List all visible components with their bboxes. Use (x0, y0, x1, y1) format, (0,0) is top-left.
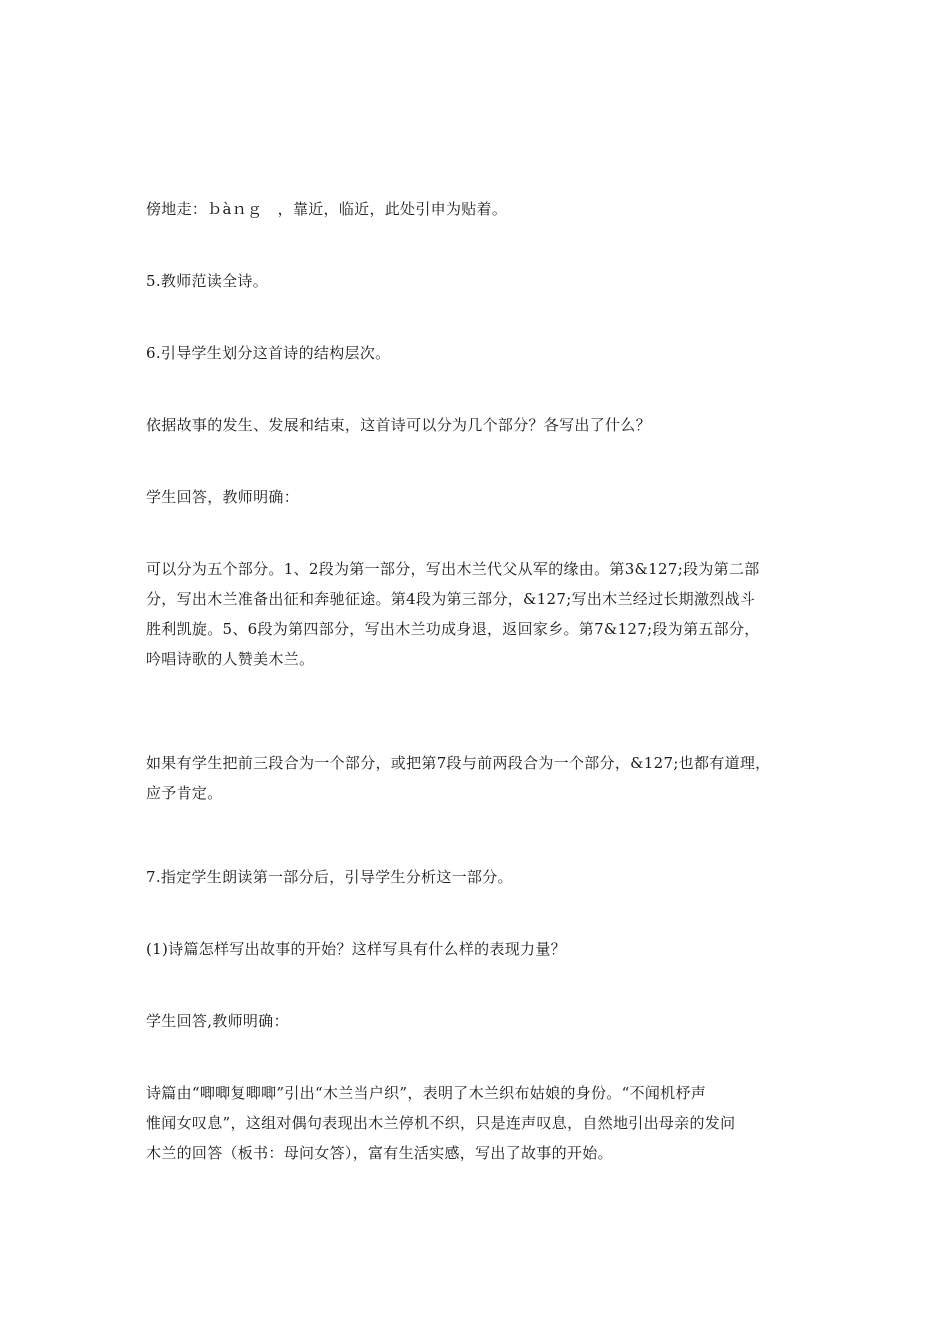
paragraph-step-6 (146, 338, 826, 368)
paragraph-line: 学生回答，教师明确： (146, 488, 300, 506)
paragraph-line: 吟唱诗歌的人赞美木兰。 (146, 650, 315, 668)
paragraph-question-structure (146, 410, 826, 440)
paragraph-step-5 (146, 266, 826, 296)
paragraph-line: 应予肯定。 (146, 784, 223, 802)
paragraph-line: 胜利凯旋。5、6段为第四部分，写出木兰功成身退，返回家乡。第7&127;段为第五部分， (146, 620, 760, 638)
paragraph-student-answer-2 (146, 1006, 826, 1036)
paragraph-question-1 (146, 934, 826, 964)
paragraph-analysis (146, 1078, 826, 1168)
paragraph-line: 5.教师范读全诗。 (146, 272, 269, 290)
paragraph-line: 诗篇由“唧唧复唧唧”引出“木兰当户织”，表明了木兰织布姑娘的身份。“不闻机杼声 (146, 1084, 707, 1102)
paragraph-line: (1)诗篇怎样写出故事的开始？这样写具有什么样的表现力量？ (146, 940, 566, 958)
paragraph-student-answer-1 (146, 482, 826, 512)
paragraph-line: 惟闻女叹息”，这组对偶句表现出木兰停机不织，只是连声叹息，自然地引出母亲的发问 (146, 1114, 736, 1132)
paragraph-line: 依据故事的发生、发展和结束，这首诗可以分为几个部分？各写出了什么？ (146, 416, 651, 434)
paragraph-line: 学生回答,教师明确： (146, 1012, 289, 1030)
paragraph-step-7 (146, 862, 826, 892)
paragraph-alternative-division (146, 748, 826, 808)
paragraph-line: 分，写出木兰准备出征和奔驰征途。第4段为第三部分，&127;写出木兰经过长期激烈战斗 (146, 590, 756, 608)
paragraph-five-parts (146, 554, 826, 674)
paragraph-line: 如果有学生把前三段合为一个部分，或把第7段与前两段合为一个部分，&127;也都有道理， (146, 754, 771, 772)
paragraph-line: 傍地走：ｂàｎｇ ，靠近，临近，此处引申为贴着。 (146, 200, 508, 218)
paragraph-pronunciation-note (146, 194, 826, 224)
paragraph-line: 6.引导学生划分这首诗的结构层次。 (146, 344, 391, 362)
paragraph-line: 可以分为五个部分。1、2段为第一部分，写出木兰代父从军的缘由。第3&127;段为第二部 (146, 560, 760, 578)
paragraph-line: 7.指定学生朗读第一部分后，引导学生分析这一部分。 (146, 868, 513, 886)
paragraph-line: 木兰的回答（板书：母问女答），富有生活实感，写出了故事的开始。 (146, 1144, 613, 1162)
